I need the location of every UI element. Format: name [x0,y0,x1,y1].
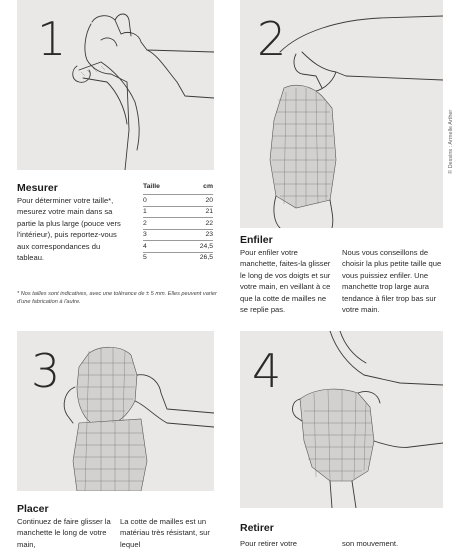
step-number: 2 [257,12,287,66]
size-table-header [143,183,213,195]
step-number: 3 [31,344,61,398]
cm-column-header: cm [203,183,213,190]
size-column-header: Taille [143,183,160,190]
illustration-remove [240,331,443,508]
place-instructions: Continuez de faire glisser la manchette le long de votre main, [17,517,111,549]
section-title-slip-on: Enfiler [240,234,273,246]
size-table [143,183,213,263]
table-row: 2 22 [143,218,213,230]
section-title-measure: Mesurer [17,182,58,194]
measure-instructions: Pour déterminer votre taille*, mesurez votre main dans sa partie la plus large (pouce vers l'intérieur), puis reportez-vous aux correspondances du tableau. [17,196,121,263]
illustration-credit: © Dessins : Armelle Arther [448,109,454,174]
step-number: 4 [252,344,282,398]
section-title-remove: Retirer [240,522,274,534]
table-row: 0 20 [143,195,213,207]
remove-instructions: Pour retirer votre [240,539,297,548]
place-material-info: La cotte de mailles est un matériau très résistant, sur lequel [120,517,210,549]
step-number: 1 [37,12,67,66]
illustration-measure [17,0,214,170]
table-row: 1 21 [143,206,213,218]
slip-on-instructions: Pour enfiler votre manchette, faites-la glisser le long de vos doigts et sur votre main, en veillant à ce que la cotte de mailles ne se replie pas. [240,248,331,315]
table-row: 3 23 [143,229,213,241]
illustration-slip-on [240,0,443,228]
slip-on-advice: Nous vous conseillons de choisir la plus petite taille que vous puissiez enfiler. Une manchette trop large aura tendance à filer trop bas sur votre main. [342,248,442,315]
table-row: 4 24,5 [143,241,213,253]
size-tolerance-note: * Nos tailles sont indicatives, avec une tolérance de ± 5 mm. Elles peuvent varier d'une fabrication à l'autre. [17,291,217,306]
illustration-place [17,331,214,491]
section-title-place: Placer [17,503,49,515]
remove-movement-info: son mouvement. [342,539,399,548]
table-row: 5 26,5 [143,254,213,261]
